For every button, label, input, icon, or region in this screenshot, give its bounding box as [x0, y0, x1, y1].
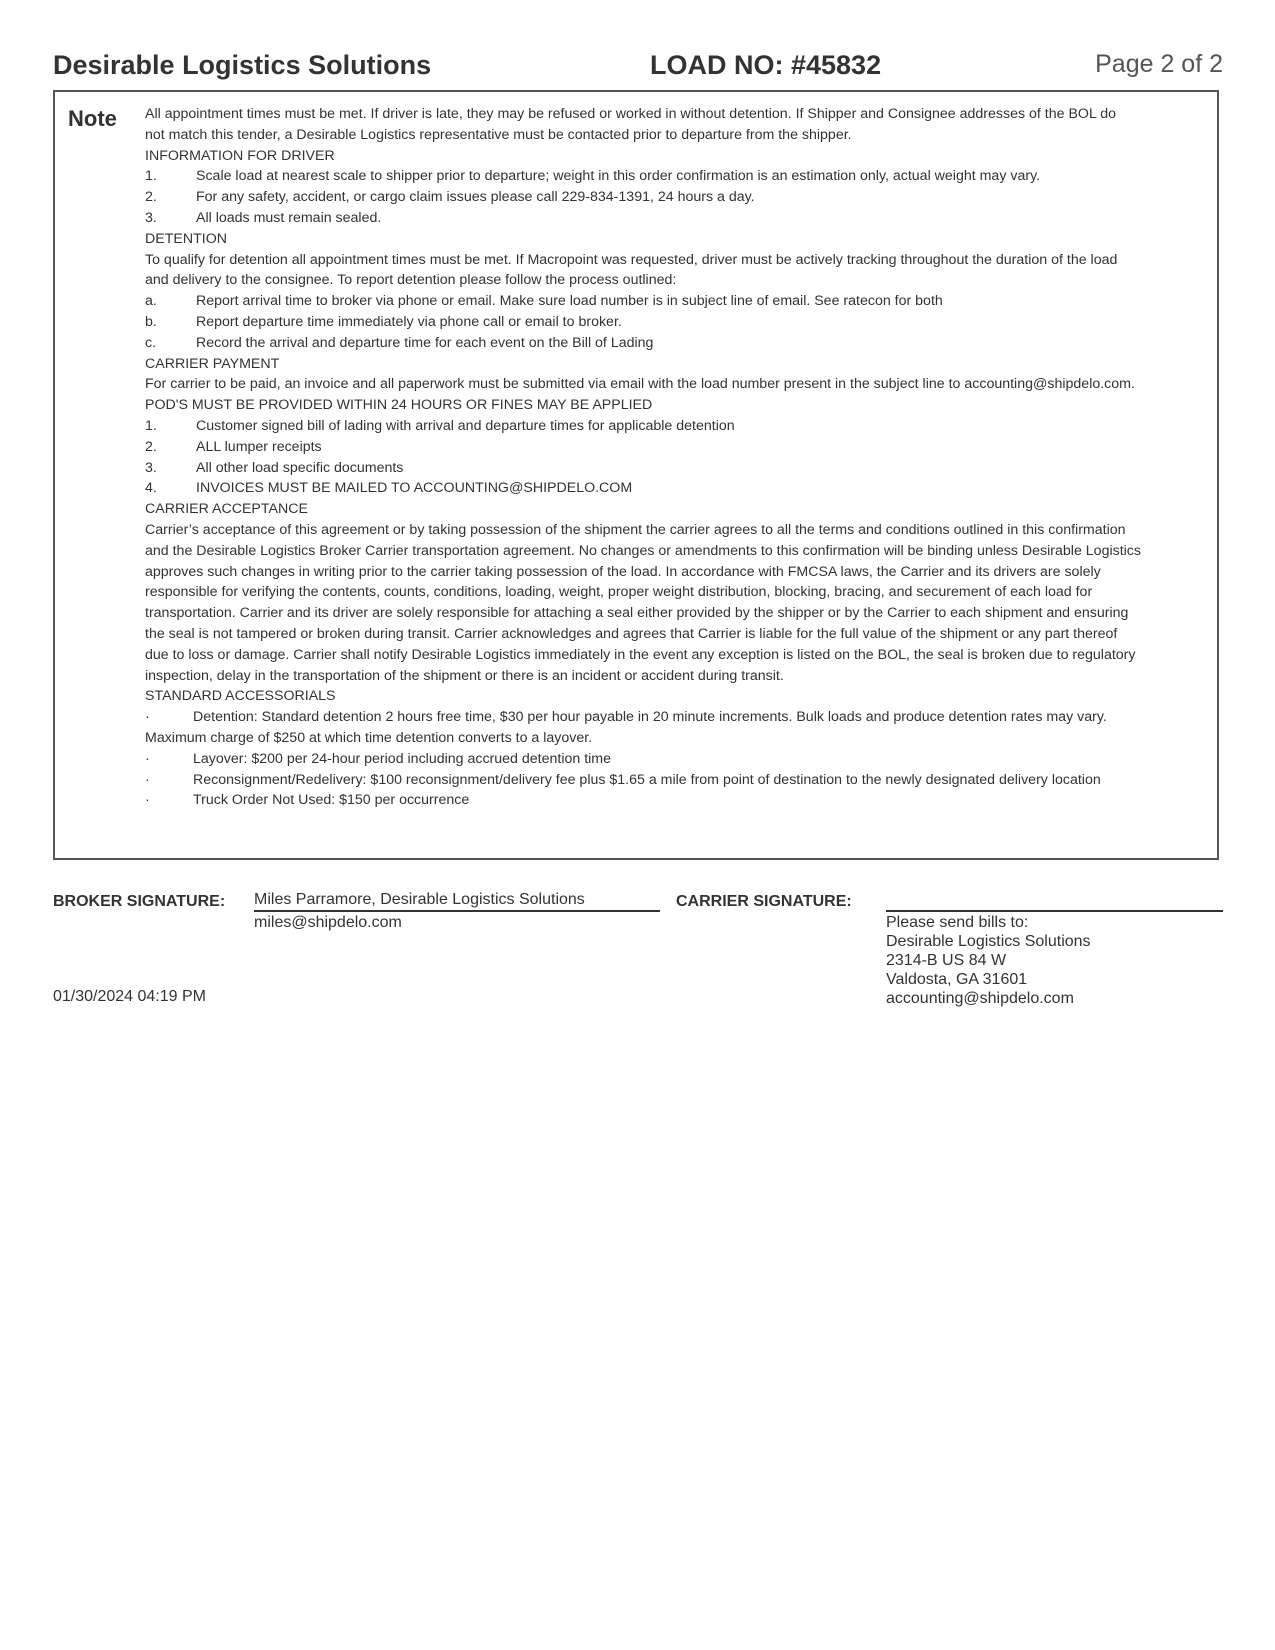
list-item-text: Reconsignment/Redelivery: $100 reconsignment/delivery fee plus $1.65 a mile from point of destination to the newly designated delivery location	[193, 771, 1101, 788]
carrier-acceptance-line: due to loss or damage. Carrier shall notify Desirable Logistics immediately in the event any exception is listed on the BOL, the seal is broken due to regulatory	[145, 646, 1136, 663]
note-body	[145, 104, 1265, 811]
billing-line: accounting@shipdelo.com	[886, 990, 1074, 1007]
accessorial-item	[145, 707, 1265, 728]
carrier-signature-line[interactable]	[886, 910, 1223, 912]
list-item-text: Report arrival time to broker via phone or email. Make sure load number is in subject line of email. See ratecon for both	[196, 293, 943, 310]
pods-item	[145, 437, 1265, 458]
list-marker: 2.	[145, 438, 157, 455]
detention-item	[145, 333, 1265, 354]
bullet-marker: ·	[145, 750, 150, 767]
load-number: LOAD NO: #45832	[650, 50, 882, 80]
list-marker: 3.	[145, 459, 157, 476]
billing-line: Desirable Logistics Solutions	[886, 933, 1091, 950]
note-label: Note	[68, 106, 117, 131]
list-item-text: INVOICES MUST BE MAILED TO ACCOUNTING@SHIPDELO.COM	[196, 480, 633, 497]
detention-text-line: and delivery to the consignee. To report detention please follow the process outlined:	[145, 272, 677, 289]
list-item-text: Layover: $200 per 24-hour period including accrued detention time	[193, 750, 612, 767]
list-item-text: All loads must remain sealed.	[196, 209, 382, 226]
detention-heading: DETENTION	[145, 230, 227, 247]
carrier-acceptance-line: transportation. Carrier and its driver are solely responsible for attaching a seal either provided by the shipper or by the Carrier to each shipment and ensuring	[145, 605, 1129, 622]
list-marker: b.	[145, 313, 157, 330]
signature-section	[53, 890, 1223, 1010]
list-item-text: Detention: Standard detention 2 hours free time, $30 per hour payable in 20 minute increments. Bulk loads and produce detention rates may vary.	[193, 709, 1107, 726]
accessorial-item	[145, 770, 1265, 791]
list-marker: a.	[145, 293, 157, 310]
carrier-acceptance-line: approves such changes in writing prior to the carrier taking possession of the load. In accordance with FMCSA laws, the Carrier and its drivers are solely	[145, 563, 1101, 580]
carrier-payment-heading: CARRIER PAYMENT	[145, 355, 280, 372]
list-marker: 3.	[145, 209, 157, 226]
company-name: Desirable Logistics Solutions	[53, 50, 432, 80]
billing-line: 2314-B US 84 W	[886, 952, 1007, 969]
list-item-text: Customer signed bill of lading with arrival and departure times for applicable detention	[196, 417, 735, 434]
accessorial-continued: Maximum charge of $250 at which time detention converts to a layover.	[145, 729, 593, 746]
detention-text-line: To qualify for detention all appointment times must be met. If Macropoint was requested, driver must be actively tracking throughout the duration of the load	[145, 251, 1118, 268]
carrier-payment-text: For carrier to be paid, an invoice and all paperwork must be submitted via email with the load number present in the subject line to accounting@shipdelo.com.	[145, 376, 1135, 393]
timestamp: 01/30/2024 04:19 PM	[53, 988, 207, 1005]
broker-signature-label: BROKER SIGNATURE:	[53, 893, 226, 910]
detention-item	[145, 312, 1265, 333]
pods-item	[145, 416, 1265, 437]
carrier-signature-label: CARRIER SIGNATURE:	[676, 893, 852, 910]
list-item-text: ALL lumper receipts	[196, 438, 322, 455]
detention-item	[145, 291, 1265, 312]
list-marker: 1.	[145, 417, 157, 434]
accessorial-item	[145, 749, 1265, 770]
list-marker: c.	[145, 334, 157, 351]
document-header	[53, 50, 1223, 86]
carrier-acceptance-line: Carrier’s acceptance of this agreement or by taking possession of the shipment the carrier agrees to all the terms and conditions outlined in this confirmation	[145, 521, 1126, 538]
pods-heading: POD'S MUST BE PROVIDED WITHIN 24 HOURS OR FINES MAY BE APPLIED	[145, 397, 653, 414]
carrier-acceptance-line: the seal is not tampered or broken during transit. Carrier acknowledges and agrees that Carrier is liable for the full value of the shipment or any part thereof	[145, 625, 1118, 642]
bullet-marker: ·	[145, 709, 150, 726]
note-box	[53, 90, 1219, 860]
list-marker: 2.	[145, 189, 157, 206]
list-item-text: Record the arrival and departure time for each event on the Bill of Lading	[196, 334, 654, 351]
note-intro-line: not match this tender, a Desirable Logistics representative must be contacted prior to departure from the shipper.	[145, 126, 852, 143]
list-item-text: For any safety, accident, or cargo claim issues please call 229-834-1391, 24 hours a day.	[196, 189, 755, 206]
driver-info-heading: INFORMATION FOR DRIVER	[145, 147, 335, 164]
carrier-acceptance-line: inspection, delay in the transportation of the shipment or there is an incident or accident during transit.	[145, 667, 784, 684]
driver-info-item	[145, 166, 1265, 187]
note-intro-line: All appointment times must be met. If driver is late, they may be refused or worked in without detention. If Shipper and Consignee addresses of the BOL do	[145, 106, 1117, 122]
driver-info-item	[145, 187, 1265, 208]
bullet-marker: ·	[145, 771, 150, 788]
carrier-acceptance-heading: CARRIER ACCEPTANCE	[145, 501, 308, 518]
list-item-text: Report departure time immediately via phone call or email to broker.	[196, 313, 622, 330]
pods-item	[145, 478, 1265, 499]
carrier-acceptance-line: responsible for verifying the contents, counts, conditions, loading, weight, proper weight distribution, blocking, bracing, and securement of each load for	[145, 584, 1093, 601]
billing-line: Please send bills to:	[886, 914, 1029, 931]
pods-item	[145, 458, 1265, 479]
list-item-text: All other load specific documents	[196, 459, 404, 476]
page-number: Page 2 of 2	[1095, 50, 1223, 78]
bullet-marker: ·	[145, 792, 150, 809]
broker-signature-name: Miles Parramore, Desirable Logistics Solutions	[254, 891, 660, 912]
accessorial-item	[145, 790, 1265, 811]
carrier-acceptance-line: and the Desirable Logistics Broker Carrier transportation agreement. No changes or amendments to this confirmation will be binding unless Desirable Logistics	[145, 542, 1141, 559]
broker-email: miles@shipdelo.com	[254, 914, 402, 931]
list-marker: 4.	[145, 480, 157, 497]
billing-line: Valdosta, GA 31601	[886, 971, 1028, 988]
list-item-text: Truck Order Not Used: $150 per occurrence	[193, 792, 470, 809]
list-marker: 1.	[145, 168, 157, 185]
billing-address	[886, 913, 1091, 1008]
list-item-text: Scale load at nearest scale to shipper prior to departure; weight in this order confirmation is an estimation only, actual weight may vary.	[196, 168, 1041, 185]
driver-info-item	[145, 208, 1265, 229]
standard-accessorials-heading: STANDARD ACCESSORIALS	[145, 688, 336, 705]
